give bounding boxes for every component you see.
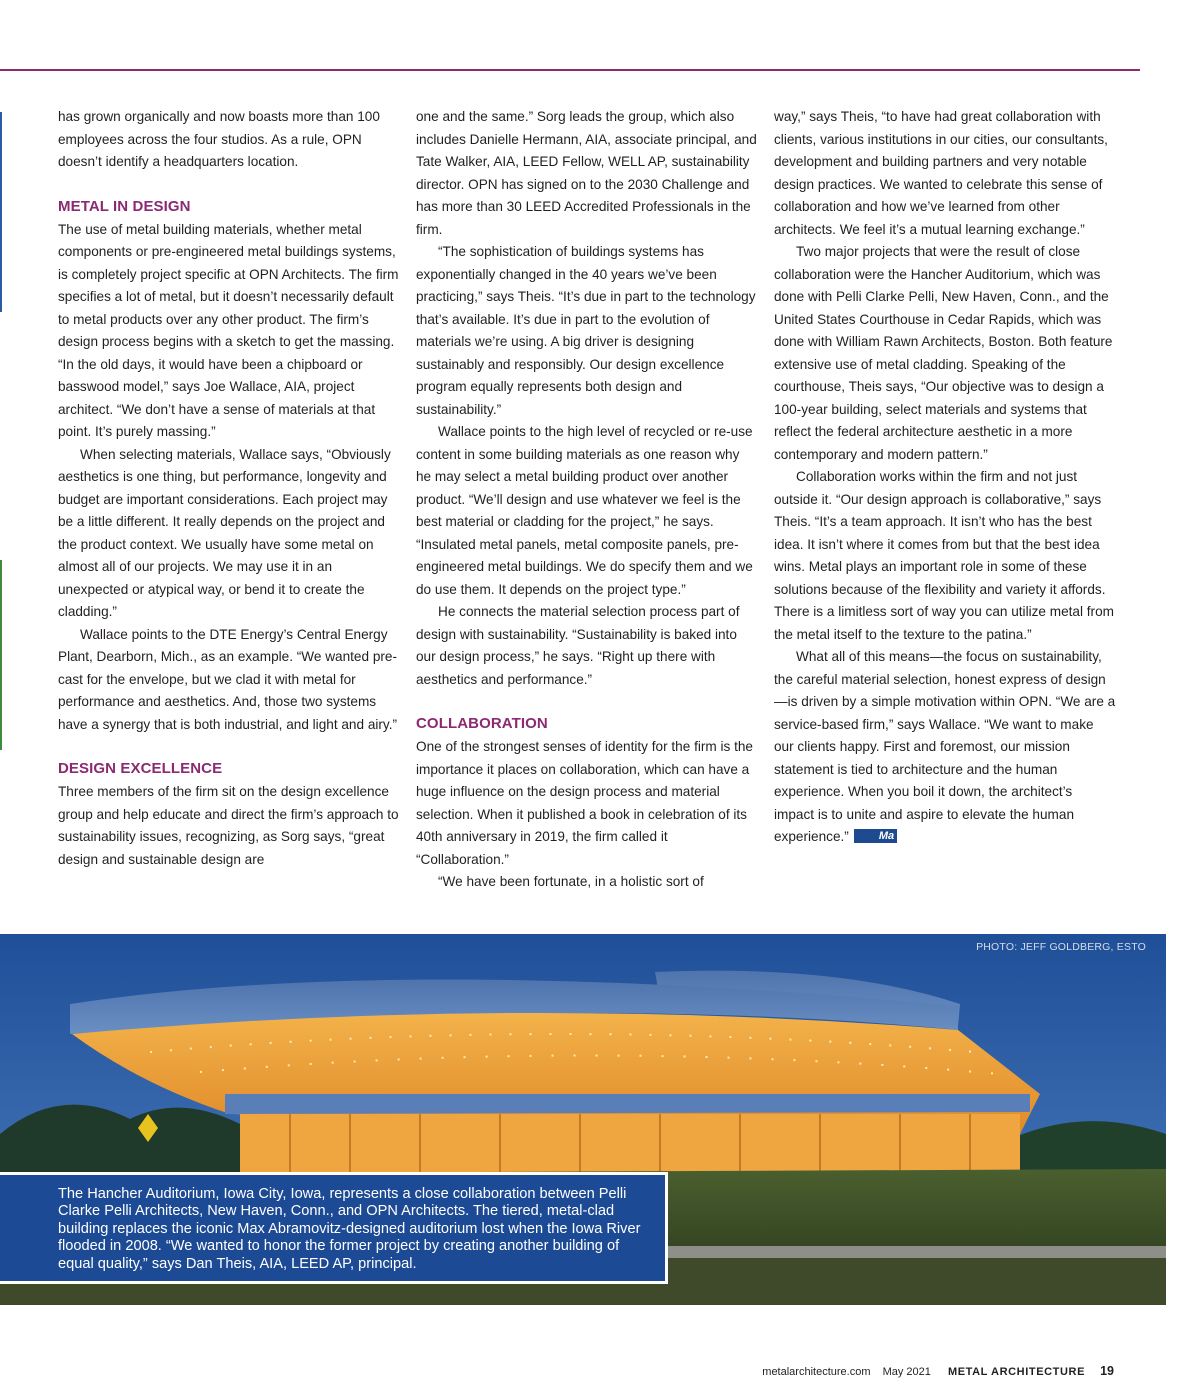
paragraph: Wallace points to the high level of recycled or re-use content in some building materials as one reason why he may select a metal building product over another product. “We’ll design and use whatever we feel is the best material or cladding for the project,” he says. “Insulated metal panels, metal composite panels, pre-engineered metal buildings. We do specify them and we do use them. It depends on the project type.” [416,424,753,597]
paragraph: Collaboration works within the firm and not just outside it. “Our design approach is collaborative,” says Theis. “It’s a team approach. It isn’t who has the best idea. It isn’t where it comes from but that the best idea wins. Metal plays an important role in some of these solutions because of the flexibility and variety it affords. There is a limitless sort of way you can utilize metal from the metal itself to the texture to the patina.” [774,469,1114,642]
paragraph: “We have been fortunate, in a holistic sort of [438,874,704,889]
footer-date: May 2021 [882,1366,931,1378]
edge-mark-blue [0,112,2,312]
photo-caption: The Hancher Auditorium, Iowa City, Iowa, represents a close collaboration between Pelli Clarke Pelli Architects, New Haven, Conn., and OPN Architects. The tiered, metal-clad building replaces the iconic Max Abramovitz-designed auditorium lost when the Iowa River flooded in 2008. “We wanted to honor the former project by creating another building of equal quality,” says Dan Theis, AIA, LEED AP, principal. [58,1186,641,1272]
section-heading-design-excellence: DESIGN EXCELLENCE [58,760,223,777]
paragraph: Wallace points to the DTE Energy’s Central Energy Plant, Dearborn, Mich., as an example. “We wanted pre-cast for the envelope, but we clad it with metal for performance and aesthetics. And, those two systems have a synergy that is both industrial, and light and airy.” [58,626,398,732]
page-footer [753,1364,1114,1378]
end-mark-logo: Ma [854,829,897,843]
edge-mark-green [0,560,2,750]
footer-url: metalarchitecture.com [762,1366,871,1378]
paragraph: The use of metal building materials, whether metal components or pre-engineered metal buildings systems, is completely project specific at OPN Architects. The firm specifies a lot of metal, but it doesn’t necessarily default to metal products over any other product. The firm’s design process begins with a sketch to get the massing. “In the old days, it would have been a chipboard or basswood model,” says Joe Wallace, AIA, project architect. “We don’t have a sense of materials at that point. It’s purely massing.” [58,221,399,439]
section-heading-collaboration: COLLABORATION [416,715,548,732]
article-column-1 [58,106,400,871]
top-rule [0,69,1140,71]
paragraph: way,” says Theis, “to have had great collaboration with clients, various institutions in our cities, our consultants, development and building partners and very notable design practices. We wanted to celebrate this sense of collaboration and how we’ve learned from other architects. We feel it’s a mutual learning exchange.” [774,109,1108,237]
paragraph: He connects the material selection process part of design with sustainability. “Sustainability is baked into our design process,” he says. “Right up there with aesthetics and performance.” [416,604,740,687]
article-column-2 [416,106,758,894]
paragraph: Three members of the firm sit on the design excellence group and help educate and direct the firm’s approach to sustainability issues, recognizing, as Sorg says, “great design and sustainable design are [58,784,399,867]
paragraph: one and the same.” Sorg leads the group, which also includes Danielle Hermann, AIA, associate principal, and Tate Walker, AIA, LEED Fellow, WELL AP, sustainability director. OPN has signed on to the 2030 Challenge and has more than 30 LEED Accredited Professionals in the firm. [416,109,757,237]
paragraph-text: What all of this means—the focus on sustainability, the careful material selection, honest express of design—is driven by a simple motivation within OPN. “We are a service-based firm,” says Wallace. “We want to make our clients happy. First and foremost, our mission statement is tied to architecture and the human experience. When you boil it down, the architect’s impact is to unite and aspire to elevate the human experience.” [774,649,1116,844]
section-heading-metal-in-design: METAL IN DESIGN [58,197,191,215]
photo-credit: PHOTO: JEFF GOLDBERG, ESTO [976,941,1146,953]
footer-magazine-name: METAL ARCHITECTURE [947,1366,1086,1378]
paragraph: When selecting materials, Wallace says, “Obviously aesthetics is one thing, but performance, longevity and budget are important considerations. Each project may be a little different. It really depends on the project and the product context. We usually have some metal on almost all of our projects. We may use it in an unexpected or atypical way, or bend it to create the cladding.” [58,446,391,619]
paragraph: has grown organically and now boasts more than 100 employees across the four studios. As a rule, OPN doesn’t identify a headquarters location. [58,109,380,169]
paragraph: “The sophistication of buildings systems has exponentially changed in the 40 years we’ve been practicing,” says Theis. “It’s due in part to the technology that’s available. It’s due in part to the evolution of materials we’re using. A big driver is designing sustainably and responsibly. Our design excellence program equally represents both design and sustainability.” [416,244,756,417]
paragraph-final [774,646,1116,849]
article-column-3 [774,106,1116,849]
paragraph: One of the strongest senses of identity for the firm is the importance it places on collaboration, which can have a huge influence on the design process and material selection. When it published a book in celebration of its 40th anniversary in 2019, the firm called it “Collaboration.” [416,739,753,867]
page-number: 19 [1100,1364,1114,1378]
paragraph: Two major projects that were the result of close collaboration were the Hancher Auditorium, which was done with Pelli Clarke Pelli, New Haven, Conn., and the United States Courthouse in Cedar Rapids, which was done with William Rawn Architects, Boston. Both feature extensive use of metal cladding. Speaking of the courthouse, Theis says, “Our objective was to design a 100-year building, select materials and systems that reflect the federal architecture aesthetic in a more contemporary and modern pattern.” [774,244,1113,462]
